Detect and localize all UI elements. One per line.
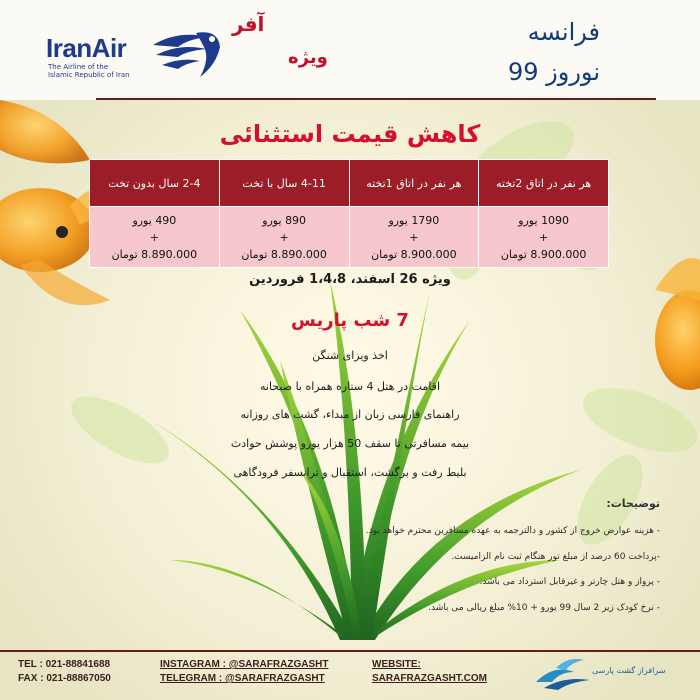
price-table-header-row (90, 160, 609, 207)
logo-wordmark: IranAir (46, 33, 127, 63)
price-euro: 890 یورو (262, 213, 307, 227)
service-guide: راهنمای فارسی زبان از مبداء، گشت های روزانه (240, 408, 460, 421)
price-cell-single-room (349, 207, 479, 268)
note-item: -پرداخت 60 درصد از مبلغ تور هنگام ثبت نام الزامیست. (451, 552, 660, 562)
price-cell-double-room (479, 207, 609, 268)
service-flight-transfer: بلیط رفت و برگشت، استقبال و ترانسفر فرودگاهی (233, 466, 467, 479)
iranair-logo (40, 25, 230, 85)
price-toman: 8.900.000 تومان (500, 247, 587, 261)
price-toman: 8.900.000 تومان (371, 247, 457, 261)
price-header-single-room: هر نفر در اتاق 1تخته (349, 160, 479, 207)
price-euro: 1790 یورو (388, 213, 440, 227)
note-item: - نرخ کودک زیر 2 سال 99 یورو + 10% مبلغ ریالی می باشد. (428, 603, 660, 613)
logo-tagline-line1: The Airline of the (48, 63, 109, 71)
price-header-child-2-4: 2-4 سال بدون تخت (90, 160, 220, 207)
agency-bird-icon (534, 654, 594, 694)
homa-bird-icon (148, 25, 228, 85)
price-cell-child-2-4 (90, 207, 220, 268)
price-header-child-4-11: 4-11 سال با تخت (219, 160, 349, 207)
service-visa: اخذ ویزای شنگن (312, 349, 388, 362)
price-plus: + (279, 230, 289, 244)
price-toman: 8.890.000 تومان (241, 247, 327, 261)
price-plus: + (409, 230, 419, 244)
offer-label: آفر (232, 12, 265, 36)
footer-instagram[interactable]: INSTAGRAM : @SARAFRAZGASHT (160, 659, 329, 670)
price-table (89, 159, 609, 268)
header-divider (96, 98, 656, 100)
tour-duration: 7 شب پاریس (291, 310, 409, 331)
price-plus: + (149, 230, 159, 244)
price-cell-child-4-11 (219, 207, 349, 268)
page-title-country: فرانسه (527, 18, 600, 46)
service-insurance: بیمه مسافرتی تا سقف 50 هزار یورو پوشش حوادث (230, 437, 470, 450)
departure-dates: ویژه 26 اسفند، 1،4،8 فروردین (249, 272, 451, 287)
price-plus: + (539, 230, 549, 244)
agency-logo (532, 652, 672, 698)
note-item: - هزینه عوارض خروج از کشور و دالترجمه به عهده مسافرین محترم خواهد بود. (365, 526, 660, 536)
logo-tagline-line2: Islamic Republic of Iran (48, 71, 130, 79)
price-toman: 8.890.000 تومان (111, 247, 198, 261)
special-label: ویژه (288, 47, 328, 68)
footer-website-label: WEBSITE: (372, 659, 421, 670)
footer-telegram[interactable]: TELEGRAM : @SARAFRAZGASHT (160, 673, 325, 684)
price-table-value-row (90, 207, 609, 268)
footer-fax: FAX : 021-88867050 (18, 673, 111, 684)
footer-phone: TEL : 021-88841688 (18, 659, 111, 670)
agency-name: سرافراز گشت پارسی (592, 666, 666, 675)
logo-tagline (48, 63, 130, 79)
headline-price-drop: کاهش قیمت استثنائی (219, 120, 481, 148)
service-hotel: اقامت در هتل 4 ستاره همراه با صبحانه (260, 380, 440, 393)
notes-title: توضیحات: (606, 497, 660, 510)
price-euro: 490 یورو (132, 213, 177, 227)
footer-website-link[interactable]: SARAFRAZGASHT.COM (372, 673, 487, 684)
price-euro: 1090 یورو (518, 213, 570, 227)
page-title-nowruz: نوروز 99 (507, 58, 600, 86)
note-item: - پرواز و هتل چارتر و غیرقابل استرداد می باشد. (479, 577, 660, 587)
price-header-double-room: هر نفر در اتاق 2تخته (479, 160, 609, 207)
